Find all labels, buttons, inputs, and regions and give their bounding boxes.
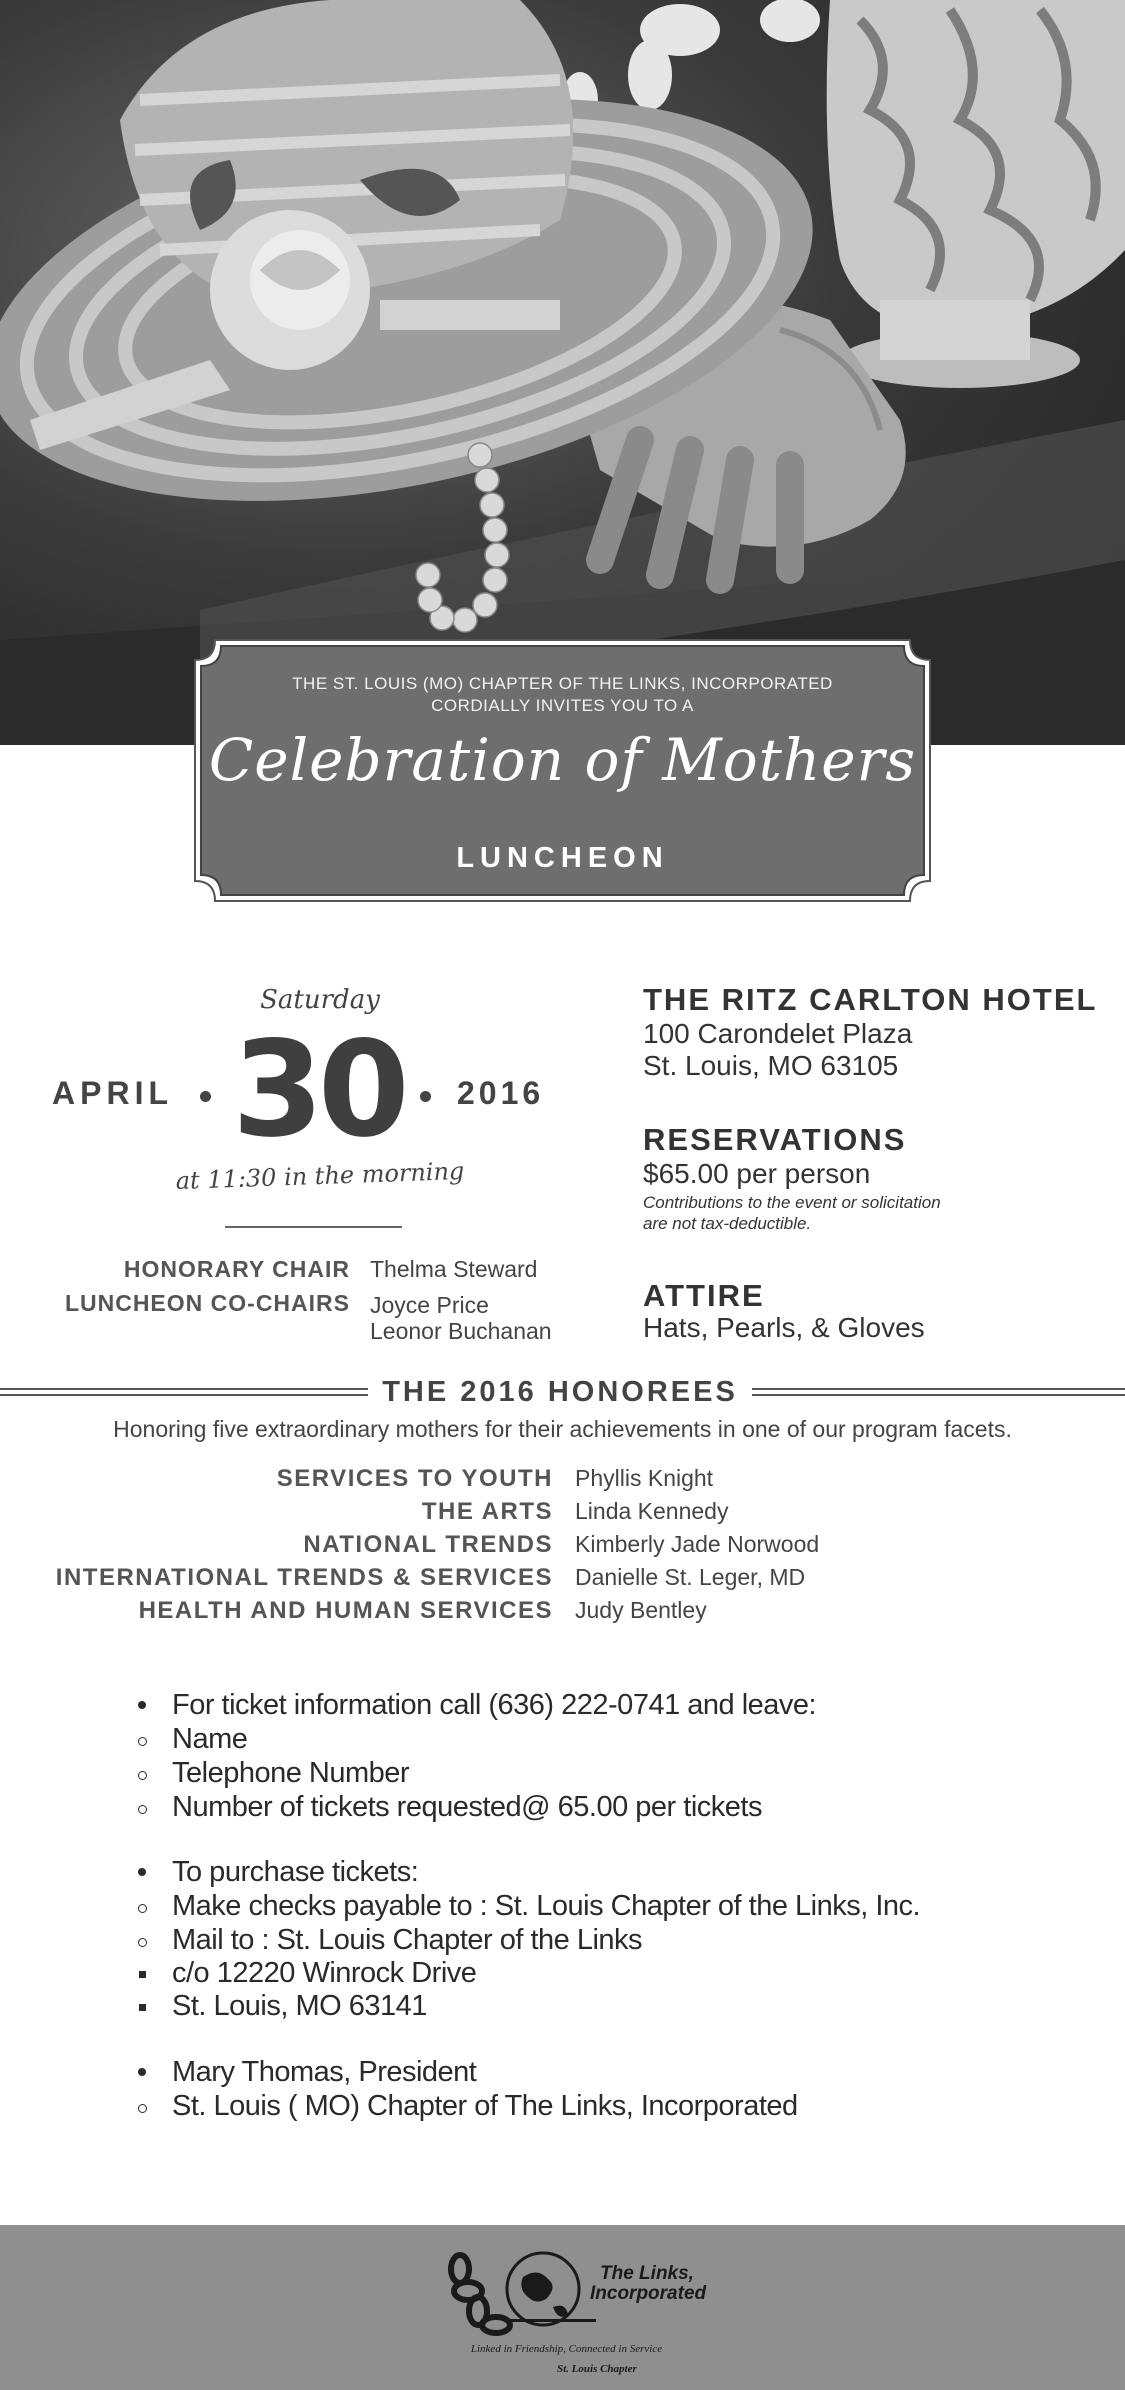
tax-note-line-1: Contributions to the event or solicitation	[643, 1193, 941, 1212]
honoree-name: Judy Bentley	[575, 1597, 707, 1623]
divider	[225, 1226, 402, 1228]
attire-text: Hats, Pearls, & Gloves	[643, 1312, 925, 1343]
date-separator-dot	[200, 1091, 211, 1102]
honoree-category: INTERNATIONAL TRENDS & SERVICES	[55, 1564, 553, 1591]
co-chair-name: Joyce Price	[370, 1292, 489, 1318]
date-separator-dot	[420, 1091, 431, 1102]
event-title: Celebration of Mothers	[208, 726, 917, 794]
event-weekday: Saturday	[260, 985, 380, 1015]
honoree-category: NATIONAL TRENDS	[303, 1531, 553, 1558]
list-item: Make checks payable to : St. Louis Chapter of the Links, Inc.	[172, 1890, 921, 1922]
invitation-line-2: CORDIALLY INVITES YOU TO A	[431, 696, 694, 715]
reservations-heading: RESERVATIONS	[643, 1122, 907, 1157]
honorees-title: THE 2016 HONOREES	[382, 1376, 738, 1408]
venue-address-line-1: 100 Carondelet Plaza	[643, 1018, 913, 1049]
title-plaque	[193, 638, 932, 903]
co-chair-name: Leonor Buchanan	[370, 1318, 552, 1344]
list-item: Name	[172, 1723, 248, 1755]
chapter-name: St. Louis Chapter	[557, 2363, 637, 2375]
list-item: To purchase tickets:	[172, 1856, 419, 1888]
list-item: Mary Thomas, President	[172, 2056, 477, 2088]
logo-text: The Links,	[600, 2263, 694, 2284]
honorees-rule-right	[752, 1388, 1125, 1396]
honoree-category: HEALTH AND HUMAN SERVICES	[138, 1597, 553, 1624]
honorary-chair-label: HONORARY CHAIR	[123, 1256, 350, 1282]
list-item: St. Louis, MO 63141	[172, 1990, 427, 2022]
honoree-name: Phyllis Knight	[575, 1465, 714, 1491]
attire-heading: ATTIRE	[643, 1278, 765, 1313]
honoree-category: SERVICES TO YOUTH	[276, 1465, 553, 1492]
list-item: St. Louis ( MO) Chapter of The Links, Incorporated	[172, 2090, 798, 2122]
list-item: Telephone Number	[172, 1757, 410, 1789]
invitation-line-1: THE ST. LOUIS (MO) CHAPTER OF THE LINKS, INCORPORATED	[292, 674, 833, 693]
logo-text: Incorporated	[590, 2283, 707, 2304]
honoree-name: Kimberly Jade Norwood	[575, 1531, 820, 1557]
chain-globe-logo-icon	[448, 2247, 608, 2337]
event-day-number: 30	[232, 1013, 404, 1167]
footer-band	[0, 2225, 1125, 2390]
honorees-rule-left	[0, 1388, 368, 1396]
list-item: Number of tickets requested@ 65.00 per tickets	[172, 1791, 762, 1823]
event-year: 2016	[457, 1075, 545, 1111]
event-time: at 11:30 in the morning	[175, 1156, 465, 1196]
venue-name: THE RITZ CARLTON HOTEL	[643, 982, 1098, 1017]
logo-tagline: Linked in Friendship, Connected in Service	[470, 2343, 663, 2355]
honoree-category: THE ARTS	[421, 1498, 553, 1525]
reservations-price: $65.00 per person	[643, 1158, 871, 1189]
list-item: Mail to : St. Louis Chapter of the Links	[172, 1924, 643, 1956]
vase-illustration	[827, 0, 1125, 388]
hero-photo	[0, 0, 1125, 745]
honoree-name: Linda Kennedy	[575, 1498, 729, 1524]
hat-photo	[0, 0, 1125, 745]
co-chairs-label: LUNCHEON CO-CHAIRS	[64, 1290, 350, 1316]
list-item: c/o 12220 Winrock Drive	[172, 1957, 477, 1989]
list-item: For ticket information call (636) 222-0741 and leave:	[172, 1689, 817, 1721]
venue-address-line-2: St. Louis, MO 63105	[643, 1050, 899, 1081]
honoree-name: Danielle St. Leger, MD	[575, 1564, 806, 1590]
event-month: APRIL	[52, 1075, 173, 1111]
honorary-chair-name: Thelma Steward	[370, 1256, 538, 1282]
honorees-intro: Honoring five extraordinary mothers for their achievements in one of our program facets.	[113, 1416, 1012, 1442]
tax-note-line-2: are not tax-deductible.	[643, 1214, 812, 1233]
event-subtitle: LUNCHEON	[456, 842, 669, 874]
